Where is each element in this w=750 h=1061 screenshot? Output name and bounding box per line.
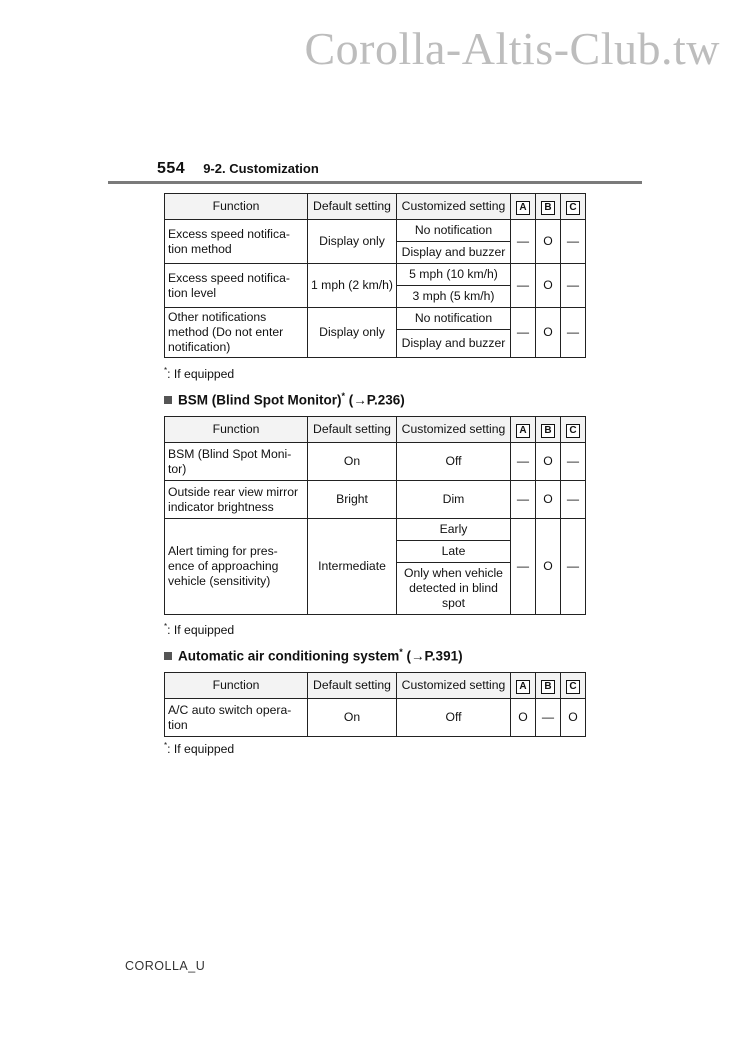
square-bullet-icon: [164, 652, 172, 660]
box-c-icon: C: [566, 201, 580, 215]
box-a-icon: A: [516, 424, 530, 438]
square-bullet-icon: [164, 396, 172, 404]
cell-default: On: [308, 699, 397, 737]
col-function: Function: [165, 417, 308, 443]
table-row: [165, 264, 586, 286]
watermark: Corolla-Altis-Club.tw: [304, 23, 720, 74]
col-function: Function: [165, 194, 308, 220]
cell-b: O: [536, 264, 561, 308]
cell-custom: Display and buzzer: [397, 242, 511, 264]
cell-custom: No notification: [397, 308, 511, 330]
table-ac: [164, 672, 586, 737]
table-header-row: [165, 417, 586, 443]
cell-function: Excess speed notifica-tion level: [165, 264, 308, 308]
table-speed-notifications: [164, 193, 586, 358]
header-divider: [108, 181, 642, 184]
footer-model: COROLLA_U: [125, 959, 206, 973]
cell-a: —: [511, 519, 536, 615]
cell-default: Display only: [308, 308, 397, 358]
table-row: [165, 443, 586, 481]
footnote: [164, 622, 234, 637]
bsm-heading: [164, 391, 405, 408]
table-row: [165, 308, 586, 330]
col-c: [561, 417, 586, 443]
cell-c: —: [561, 481, 586, 519]
cell-b: —: [536, 699, 561, 737]
cell-b: O: [536, 481, 561, 519]
col-default: Default setting: [308, 194, 397, 220]
footnote-mark: *: [164, 366, 168, 375]
cell-custom: No notification: [397, 220, 511, 242]
footnote-text: : If equipped: [167, 742, 235, 757]
cell-default: On: [308, 443, 397, 481]
cell-c: —: [561, 308, 586, 358]
cell-custom: Dim: [397, 481, 511, 519]
cell-b: O: [536, 308, 561, 358]
cell-c: —: [561, 220, 586, 264]
cell-a: O: [511, 699, 536, 737]
cell-function: BSM (Blind Spot Moni-tor): [165, 443, 308, 481]
col-a: [511, 194, 536, 220]
cell-a: —: [511, 481, 536, 519]
cell-b: O: [536, 443, 561, 481]
table-header-row: [165, 194, 586, 220]
cell-b: O: [536, 220, 561, 264]
cell-custom: Off: [397, 443, 511, 481]
col-b: [536, 194, 561, 220]
cell-custom: Off: [397, 699, 511, 737]
footnote-text: : If equipped: [167, 367, 235, 382]
cell-a: —: [511, 443, 536, 481]
table-header-row: [165, 673, 586, 699]
bsm-page-ref: (→P.236): [344, 392, 405, 408]
cell-c: O: [561, 699, 586, 737]
page-header: [157, 160, 319, 178]
box-a-icon: A: [516, 201, 530, 215]
cell-c: —: [561, 519, 586, 615]
footnote: [164, 366, 234, 381]
table-row: [165, 699, 586, 737]
footnote-text: : If equipped: [167, 623, 235, 638]
cell-function: A/C auto switch opera-tion: [165, 699, 308, 737]
section-title: 9-2. Customization: [203, 161, 319, 176]
cell-c: —: [561, 443, 586, 481]
col-default: Default setting: [308, 673, 397, 699]
ac-title: Automatic air conditioning system: [178, 648, 400, 664]
cell-custom: 5 mph (10 km/h): [397, 264, 511, 286]
cell-function: Excess speed notifica-tion method: [165, 220, 308, 264]
box-c-icon: C: [566, 424, 580, 438]
cell-function: Other notifications method (Do not enter notification): [165, 308, 308, 358]
cell-custom: Only when vehicle detected in blind spot: [397, 563, 511, 615]
footnote-mark: *: [164, 741, 168, 750]
footnote: [164, 741, 234, 756]
footnote-mark: *: [164, 622, 168, 631]
box-b-icon: B: [541, 424, 555, 438]
ac-page-ref: (→P.391): [402, 648, 463, 664]
col-a: [511, 673, 536, 699]
cell-a: —: [511, 220, 536, 264]
cell-c: —: [561, 264, 586, 308]
bsm-title: BSM (Blind Spot Monitor): [178, 392, 342, 408]
box-b-icon: B: [541, 201, 555, 215]
table-row: [165, 481, 586, 519]
col-function: Function: [165, 673, 308, 699]
cell-a: —: [511, 308, 536, 358]
col-c: [561, 194, 586, 220]
cell-a: —: [511, 264, 536, 308]
ac-heading: [164, 647, 463, 664]
cell-function: Outside rear view mirror indicator brightness: [165, 481, 308, 519]
cell-default: Bright: [308, 481, 397, 519]
cell-function: Alert timing for pres-ence of approaching vehicle (sensitivity): [165, 519, 308, 615]
cell-custom: Display and buzzer: [397, 330, 511, 358]
box-a-icon: A: [516, 680, 530, 694]
table-bsm: [164, 416, 586, 615]
cell-default: Display only: [308, 220, 397, 264]
box-b-icon: B: [541, 680, 555, 694]
ac-title-mark: *: [399, 647, 403, 657]
col-custom: Customized setting: [397, 417, 511, 443]
col-default: Default setting: [308, 417, 397, 443]
cell-custom: 3 mph (5 km/h): [397, 286, 511, 308]
cell-b: O: [536, 519, 561, 615]
bsm-title-mark: *: [341, 391, 345, 401]
col-c: [561, 673, 586, 699]
col-b: [536, 417, 561, 443]
cell-default: 1 mph (2 km/h): [308, 264, 397, 308]
box-c-icon: C: [566, 680, 580, 694]
col-a: [511, 417, 536, 443]
cell-default: Intermediate: [308, 519, 397, 615]
col-custom: Customized setting: [397, 673, 511, 699]
cell-custom: Early: [397, 519, 511, 541]
page-number: 554: [157, 160, 186, 177]
table-row: [165, 519, 586, 541]
col-b: [536, 673, 561, 699]
col-custom: Customized setting: [397, 194, 511, 220]
cell-custom: Late: [397, 541, 511, 563]
table-row: [165, 220, 586, 242]
